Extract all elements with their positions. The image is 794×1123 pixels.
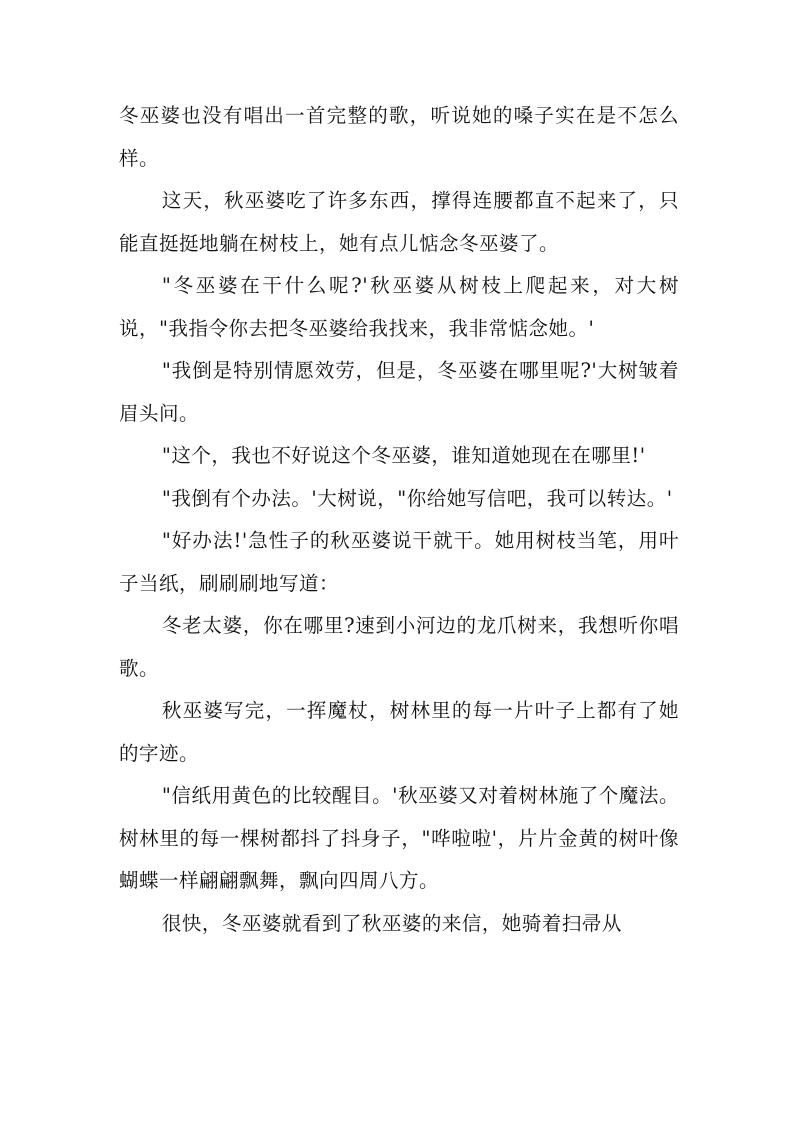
paragraph-11: 很快，冬巫婆就看到了秋巫婆的来信，她骑着扫帚从: [161, 911, 622, 935]
paragraph-1: 冬巫婆也没有唱出一首完整的歌，听说她的嗓子实在是不怎么样。: [119, 104, 679, 170]
paragraph-6: "我倒有个办法。'大树说，"你给她写信吧，我可以转达。': [161, 486, 673, 510]
paragraph-10: "信纸用黄色的比较醒目。'秋巫婆又对着树林施了个魔法。树林里的每一棵树都抖了抖身子，"哗啦啦'，片片金黄的树叶像蝴蝶一样翩翩飘舞，飘向四周八方。: [119, 784, 679, 892]
paragraph-8: 冬老太婆，你在哪里?速到小河边的龙爪树来，我想听你唱歌。: [119, 614, 679, 680]
paragraph-4: "我倒是特别情愿效劳，但是，冬巫婆在哪里呢?'大树皱着眉头问。: [119, 359, 679, 425]
paragraph-7: "好办法!'急性子的秋巫婆说干就干。她用树枝当笔，用叶子当纸，刷刷刷地写道：: [119, 529, 679, 595]
paragraph-9: 秋巫婆写完，一挥魔杖，树林里的每一片叶子上都有了她的字迹。: [119, 699, 679, 765]
paragraph-3: "冬巫婆在干什么呢?'秋巫婆从树枝上爬起来，对大树说，"我指令你去把冬巫婆给我找来，我非常惦念她。': [119, 274, 679, 340]
paragraph-5: "这个，我也不好说这个冬巫婆，谁知道她现在在哪里!': [161, 444, 646, 467]
story-text: [119, 95, 679, 945]
paragraph-2: 这天，秋巫婆吃了许多东西，撑得连腰都直不起来了，只能直挺挺地躺在树枝上，她有点儿惦念冬巫婆了。: [119, 189, 679, 255]
